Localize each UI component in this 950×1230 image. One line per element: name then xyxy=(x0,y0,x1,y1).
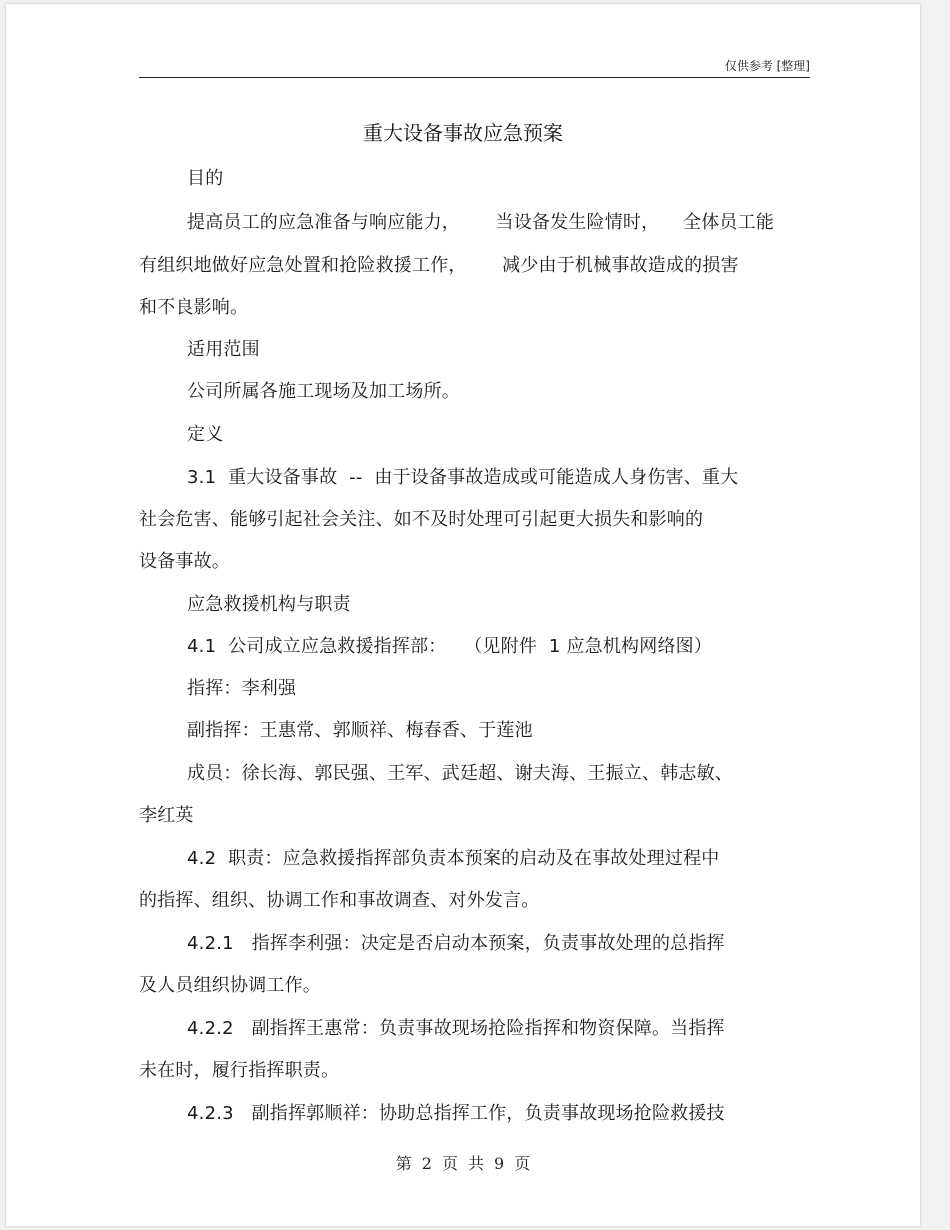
paragraph-line: 提高员工的应急准备与响应能力， 当设备发生险情时， 全体员工能 xyxy=(187,212,775,233)
section-heading-purpose: 目的 xyxy=(187,168,224,189)
paragraph-line: 4.2.3 副指挥郭顺祥：协助总指挥工作，负责事故现场抢险救援技 xyxy=(187,1103,725,1124)
paragraph-line: 指挥：李利强 xyxy=(187,678,297,699)
paragraph-line: 社会危害、能够引起社会关注、如不及时处理可引起更大损失和影响的 xyxy=(139,509,704,530)
paragraph-line: 成员：徐长海、郭民强、王军、武廷超、谢夫海、王振立、韩志敏、 xyxy=(187,763,733,784)
paragraph-line: 有组织地做好应急处置和抢险救援工作， 减少由于机械事故造成的损害 xyxy=(139,255,739,276)
paragraph-line: 副指挥：王惠常、郭顺祥、梅春香、于莲池 xyxy=(187,720,533,741)
paragraph-line: 及人员组织协调工作。 xyxy=(139,975,321,996)
paragraph-line: 李红英 xyxy=(139,805,194,826)
paragraph-line: 和不良影响。 xyxy=(139,297,249,318)
section-heading-definition: 定义 xyxy=(187,424,224,445)
paragraph-line: 4.1 公司成立应急救援指挥部： （见附件 1 应急机构网络图） xyxy=(187,636,713,657)
paragraph-line: 4.2.1 指挥李利强：决定是否启动本预案，负责事故处理的总指挥 xyxy=(187,933,725,954)
paragraph-line: 设备事故。 xyxy=(139,551,230,572)
footer-page-label: 第 xyxy=(395,1154,412,1173)
section-heading-organization: 应急救援机构与职责 xyxy=(187,594,351,615)
paragraph-line: 4.2 职责：应急救援指挥部负责本预案的启动及在事故处理过程中 xyxy=(187,848,720,869)
header-note: 仅供参考 [整理] xyxy=(724,59,810,73)
footer-total-number: 9 xyxy=(494,1154,505,1173)
footer-total-label: 共 xyxy=(468,1154,485,1173)
header-rule xyxy=(139,77,810,78)
paragraph-line: 公司所属各施工现场及加工场所。 xyxy=(187,381,460,402)
footer-total-unit: 页 xyxy=(514,1154,531,1173)
section-heading-scope: 适用范围 xyxy=(187,339,260,360)
document-page xyxy=(6,4,920,1226)
footer-page-number: 2 xyxy=(421,1154,432,1173)
paragraph-line: 4.2.2 副指挥王惠常：负责事故现场抢险指挥和物资保障。当指挥 xyxy=(187,1018,725,1039)
document-title: 重大设备事故应急预案 xyxy=(363,121,563,145)
paragraph-line: 3.1 重大设备事故 -- 由于设备事故造成或可能造成人身伤害、重大 xyxy=(187,467,739,488)
page-footer xyxy=(6,1151,920,1174)
paragraph-line: 的指挥、组织、协调工作和事故调查、对外发言。 xyxy=(139,890,540,911)
footer-page-unit: 页 xyxy=(441,1154,458,1173)
paragraph-line: 未在时，履行指挥职责。 xyxy=(139,1060,340,1081)
